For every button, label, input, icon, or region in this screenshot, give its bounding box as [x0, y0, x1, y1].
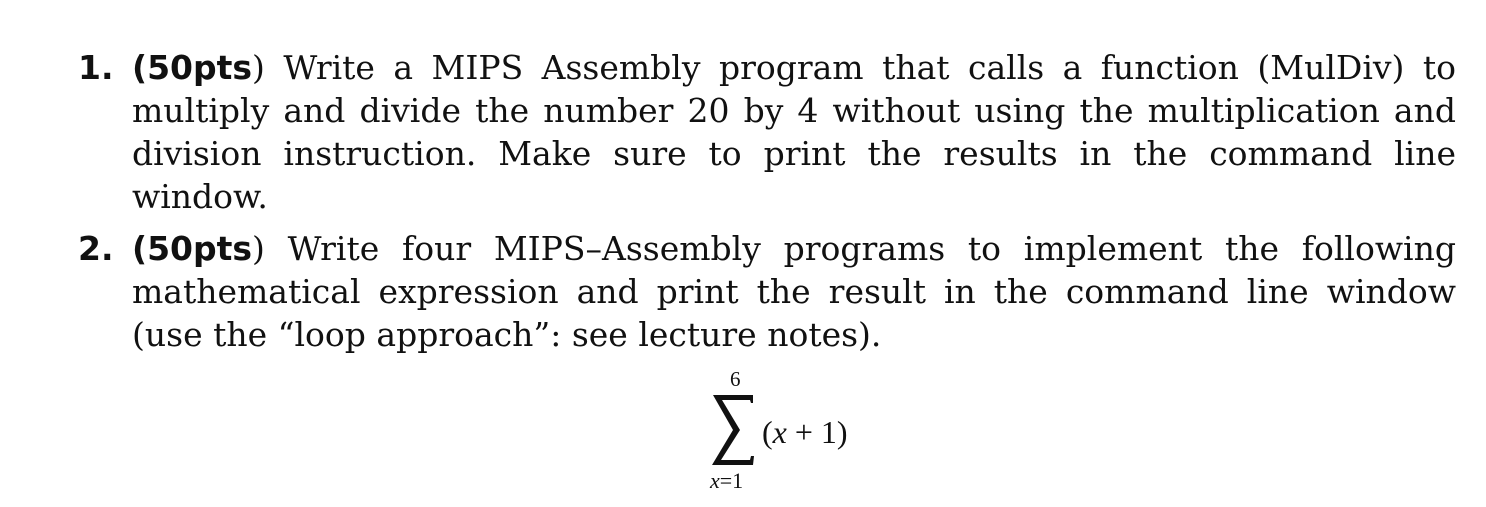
- summation-lower-limit: x=1: [710, 468, 744, 493]
- question-1: [78, 46, 1456, 218]
- points-label: (50pts: [132, 229, 253, 268]
- sigma-symbol: [710, 392, 756, 468]
- points-label: (50pts: [132, 48, 253, 87]
- question-body: ) Write four MIPS–Assembly programs to implement the following mathematical expression and print the result in the command line window (use the “loop approach”: see lecture notes).: [132, 229, 1456, 354]
- question-number: 2.: [78, 229, 114, 268]
- question-text: [132, 46, 1456, 218]
- question-text: [132, 227, 1456, 356]
- summation-formula: [700, 366, 900, 496]
- question-2: [78, 227, 1456, 356]
- question-number: 1.: [78, 48, 114, 87]
- summation-summand: (x + 1): [762, 414, 848, 450]
- summation-upper-limit: 6: [730, 367, 741, 391]
- question-body: ) Write a MIPS Assembly program that calls a function (MulDiv) to multiply and divide the number 20 by 4 without using the multiplication and division instruction. Make sure to print the results in the command line window.: [132, 48, 1456, 216]
